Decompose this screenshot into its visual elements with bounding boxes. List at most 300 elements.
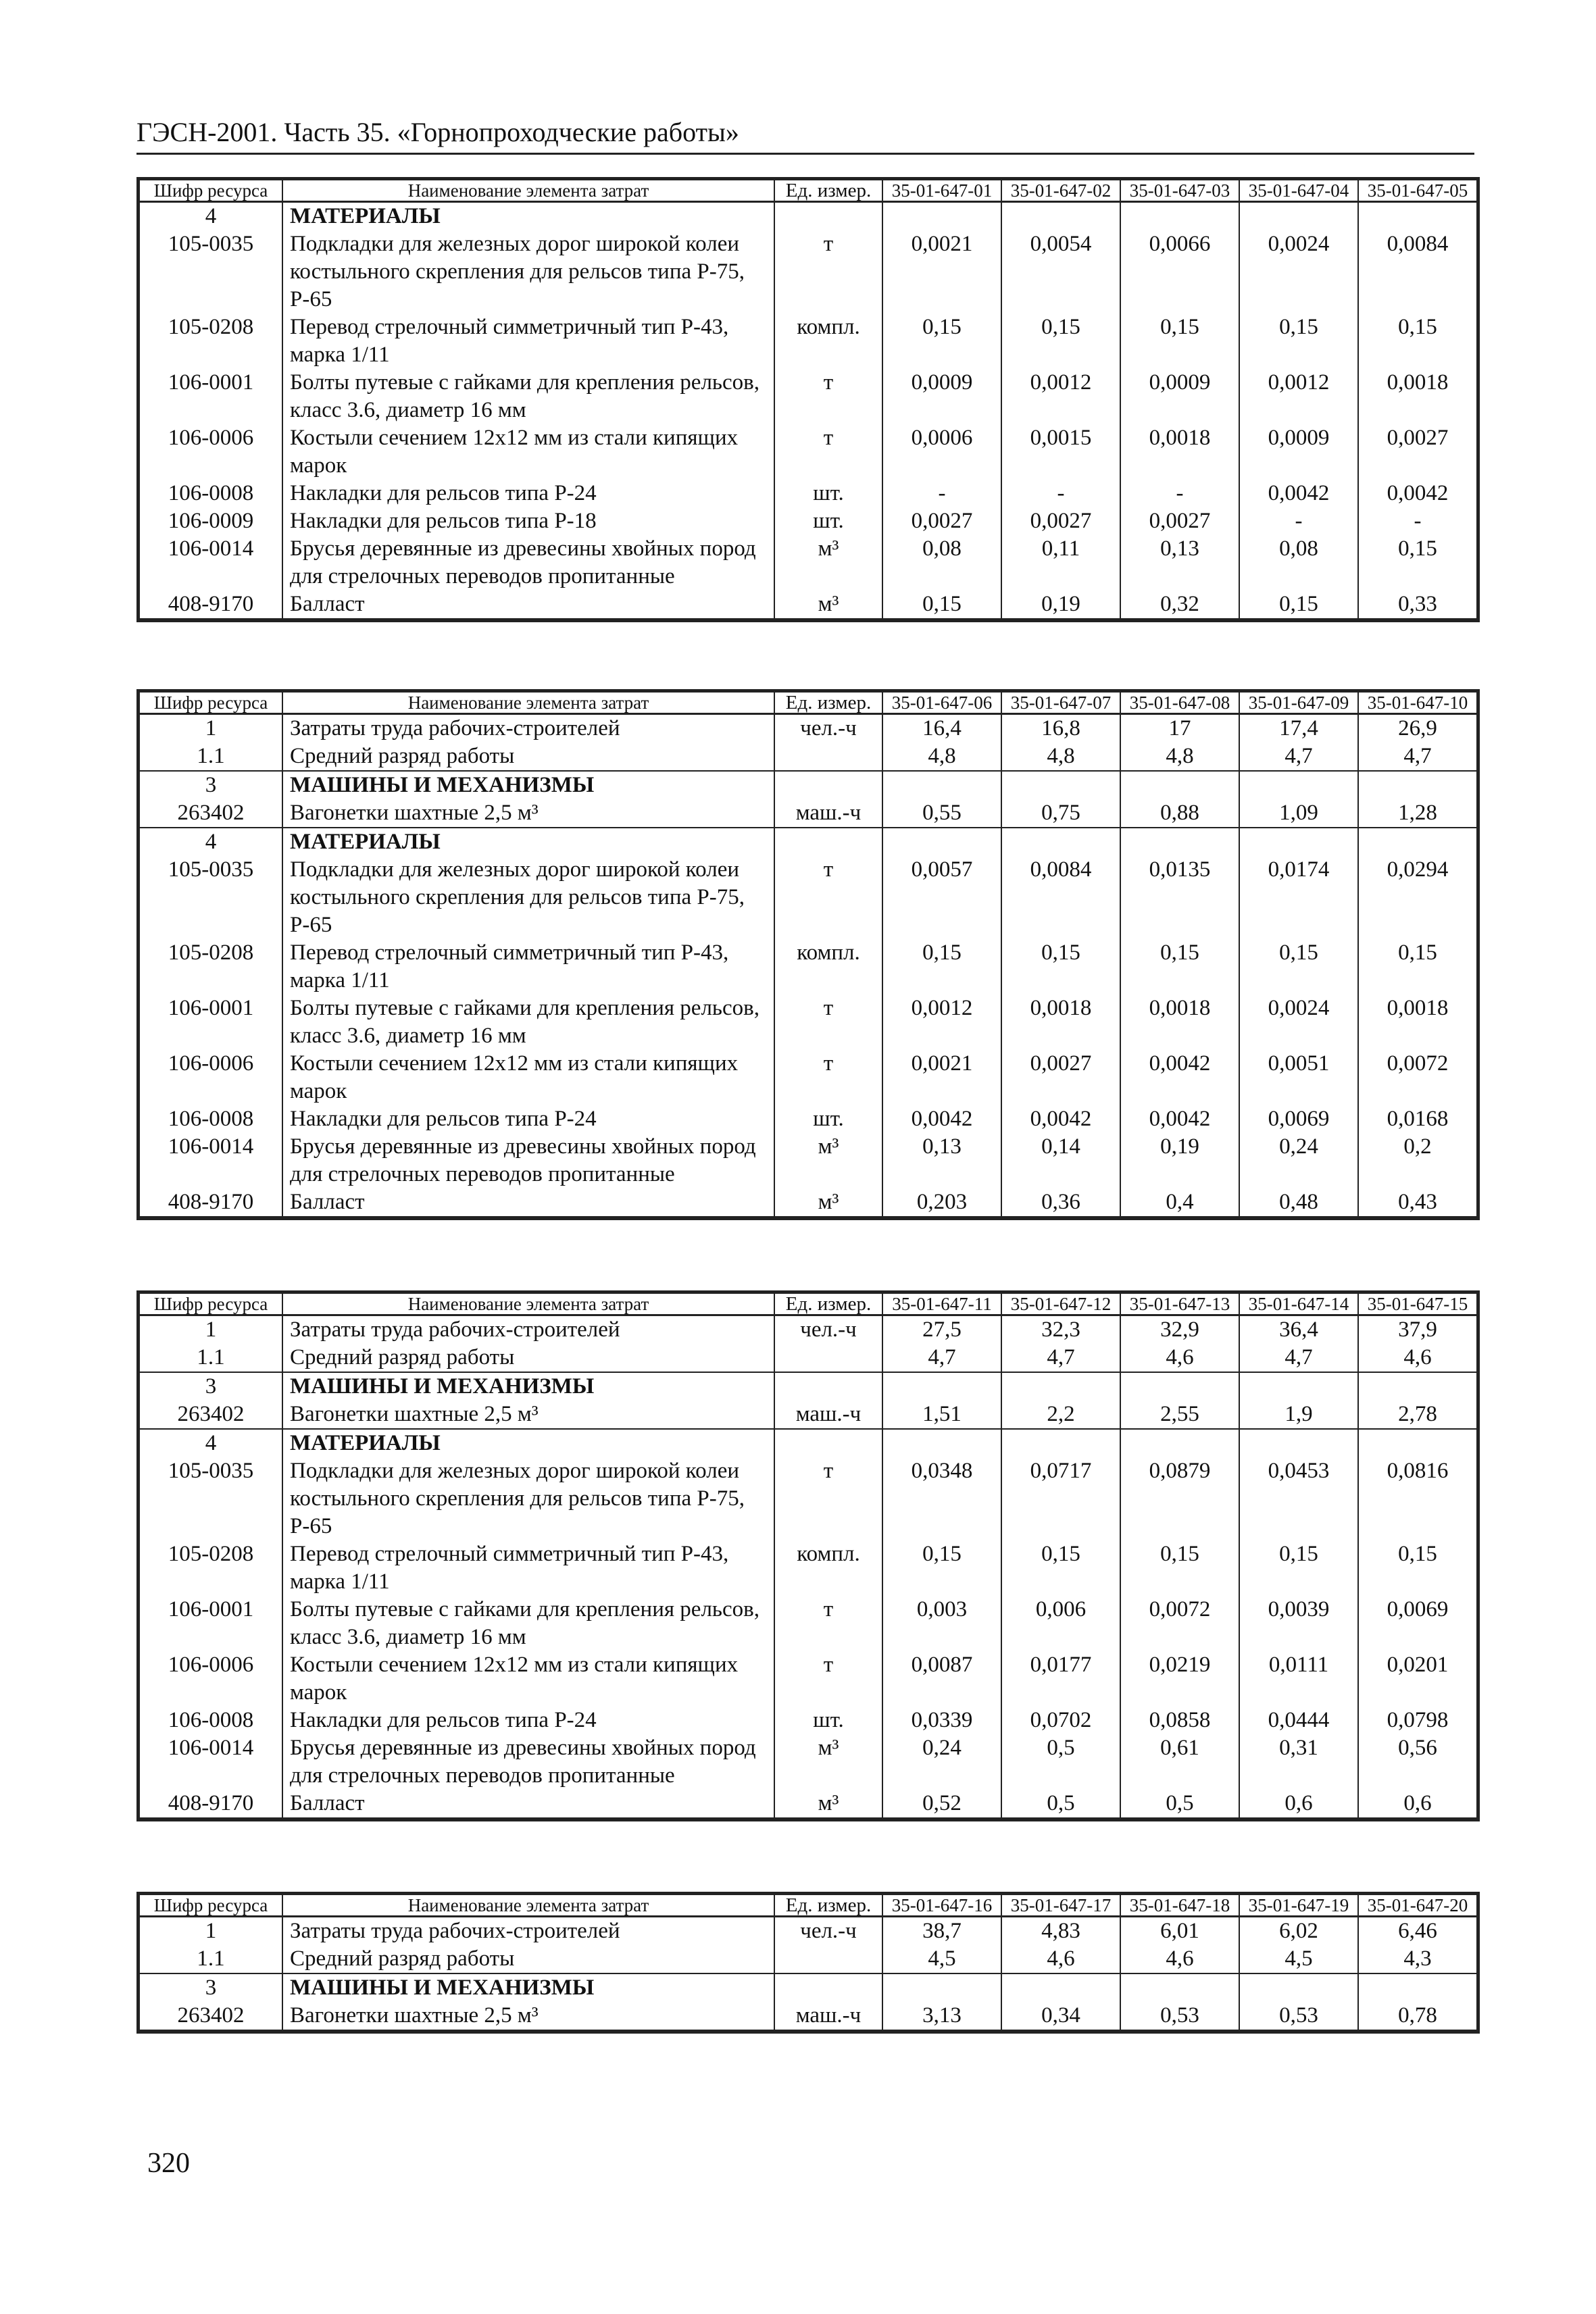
resource-value: 0,15 xyxy=(1239,590,1358,620)
resource-unit: шт. xyxy=(774,480,882,507)
resource-code: 1.1 xyxy=(139,743,282,771)
resource-value: - xyxy=(882,480,1001,507)
resource-name: Подкладки для железных дорог широкой колеи костыльного скрепления для рельсов типа Р-75, Р-65 xyxy=(282,1457,774,1540)
resource-unit: чел.-ч xyxy=(774,714,882,743)
resource-value: - xyxy=(1239,507,1358,535)
resource-value: 0,31 xyxy=(1239,1734,1358,1790)
table-row xyxy=(139,1540,1477,1596)
page-number: 320 xyxy=(147,2148,190,2179)
resource-unit xyxy=(774,1973,882,2002)
table-header-row xyxy=(139,180,1477,202)
resource-value xyxy=(882,771,1001,799)
resource-value: 0,0135 xyxy=(1120,856,1239,939)
resource-value: 0,15 xyxy=(1358,939,1477,995)
resource-code: 4 xyxy=(139,1429,282,1457)
resource-value: 0,0024 xyxy=(1239,995,1358,1050)
column-header-norm-code: 35-01-647-09 xyxy=(1239,692,1358,714)
resource-value: 0,0084 xyxy=(1001,856,1120,939)
resource-value: 0,0177 xyxy=(1001,1651,1120,1707)
column-header-norm-code: 35-01-647-17 xyxy=(1001,1894,1120,1917)
resource-value: 0,48 xyxy=(1239,1188,1358,1217)
resource-code: 106-0006 xyxy=(139,1050,282,1105)
resource-code: 408-9170 xyxy=(139,1790,282,1819)
resource-name: Балласт xyxy=(282,590,774,620)
resource-value: 0,0039 xyxy=(1239,1596,1358,1651)
resource-name: Болты путевые с гайками для крепления рельсов, класс 3.6, диаметр 16 мм xyxy=(282,995,774,1050)
resource-name: Брусья деревянные из древесины хвойных пород для стрелочных переводов пропитанные xyxy=(282,535,774,590)
table-row xyxy=(139,1105,1477,1133)
resource-value: 0,0339 xyxy=(882,1707,1001,1734)
resource-unit: шт. xyxy=(774,1707,882,1734)
resource-name: Затраты труда рабочих-строителей xyxy=(282,714,774,743)
resource-value: 0,0453 xyxy=(1239,1457,1358,1540)
resource-value xyxy=(1358,828,1477,856)
resource-code: 106-0009 xyxy=(139,507,282,535)
resource-value: 0,19 xyxy=(1120,1133,1239,1188)
section-heading: МАШИНЫ И МЕХАНИЗМЫ xyxy=(282,1973,774,2002)
resource-unit xyxy=(774,202,882,231)
resource-code: 106-0014 xyxy=(139,1734,282,1790)
table-row xyxy=(139,1790,1477,1819)
resource-value: 0,15 xyxy=(1001,313,1120,369)
resource-unit: м³ xyxy=(774,590,882,620)
resource-value: 0,15 xyxy=(882,590,1001,620)
column-header-norm-code: 35-01-647-14 xyxy=(1239,1293,1358,1315)
resource-value: 26,9 xyxy=(1358,714,1477,743)
resource-value: 0,0348 xyxy=(882,1457,1001,1540)
resource-name: Балласт xyxy=(282,1188,774,1217)
table-row xyxy=(139,313,1477,369)
resource-value: 0,0018 xyxy=(1358,369,1477,424)
resource-value: 0,15 xyxy=(1120,939,1239,995)
resource-code: 106-0014 xyxy=(139,1133,282,1188)
resource-value: 0,0027 xyxy=(1001,1050,1120,1105)
resource-value: 0,15 xyxy=(1239,939,1358,995)
resource-value: 4,8 xyxy=(882,743,1001,771)
resource-value: 38,7 xyxy=(882,1917,1001,1946)
resource-value: 0,0015 xyxy=(1001,424,1120,480)
resource-value: 0,0018 xyxy=(1120,995,1239,1050)
resource-name: Подкладки для железных дорог широкой колеи костыльного скрепления для рельсов типа Р-75, Р-65 xyxy=(282,230,774,313)
resource-code: 4 xyxy=(139,202,282,231)
resource-code: 1.1 xyxy=(139,1344,282,1372)
resource-value: 0,0072 xyxy=(1120,1596,1239,1651)
resource-table xyxy=(139,1894,1478,2032)
resource-table-1 xyxy=(136,177,1480,622)
resource-name: Костыли сечением 12х12 мм из стали кипящих марок xyxy=(282,424,774,480)
resource-value: - xyxy=(1358,507,1477,535)
resource-value: 0,0027 xyxy=(1358,424,1477,480)
resource-code: 4 xyxy=(139,828,282,856)
column-header-norm-code: 35-01-647-19 xyxy=(1239,1894,1358,1917)
resource-value: 0,0042 xyxy=(1120,1050,1239,1105)
resource-value: 0,15 xyxy=(1358,535,1477,590)
resource-value xyxy=(882,1372,1001,1401)
table-row xyxy=(139,1707,1477,1734)
resource-value: 0,13 xyxy=(1120,535,1239,590)
resource-value: 0,15 xyxy=(1001,939,1120,995)
resource-value xyxy=(1239,202,1358,231)
table-row xyxy=(139,856,1477,939)
resource-value: 4,8 xyxy=(1001,743,1120,771)
resource-code: 1 xyxy=(139,1315,282,1344)
resource-value: 0,53 xyxy=(1239,2002,1358,2031)
column-header-unit: Ед. измер. xyxy=(774,692,882,714)
resource-value xyxy=(1358,771,1477,799)
column-header-norm-code: 35-01-647-04 xyxy=(1239,180,1358,202)
resource-unit xyxy=(774,1945,882,1973)
resource-value xyxy=(1120,828,1239,856)
resource-unit: т xyxy=(774,1050,882,1105)
resource-value: 6,02 xyxy=(1239,1917,1358,1946)
resource-value xyxy=(1239,828,1358,856)
resource-code: 1 xyxy=(139,714,282,743)
resource-value: 0,0012 xyxy=(1239,369,1358,424)
table-row xyxy=(139,1734,1477,1790)
resource-value: 0,5 xyxy=(1120,1790,1239,1819)
resource-value: 0,0006 xyxy=(882,424,1001,480)
resource-value: 0,0084 xyxy=(1358,230,1477,313)
column-header-unit: Ед. измер. xyxy=(774,1293,882,1315)
column-header-norm-code: 35-01-647-13 xyxy=(1120,1293,1239,1315)
resource-value: 1,9 xyxy=(1239,1401,1358,1429)
table-row xyxy=(139,369,1477,424)
resource-value: 4,7 xyxy=(1001,1344,1120,1372)
resource-value: 0,14 xyxy=(1001,1133,1120,1188)
resource-name: Костыли сечением 12х12 мм из стали кипящих марок xyxy=(282,1651,774,1707)
resource-unit: шт. xyxy=(774,1105,882,1133)
resource-name: Средний разряд работы xyxy=(282,1344,774,1372)
resource-value: 0,55 xyxy=(882,799,1001,828)
column-header-norm-code: 35-01-647-18 xyxy=(1120,1894,1239,1917)
resource-value: 1,51 xyxy=(882,1401,1001,1429)
resource-value: 0,0012 xyxy=(1001,369,1120,424)
resource-value: 0,203 xyxy=(882,1188,1001,1217)
resource-code: 1 xyxy=(139,1917,282,1946)
resource-value: 2,2 xyxy=(1001,1401,1120,1429)
resource-value: 17,4 xyxy=(1239,714,1358,743)
resource-unit: компл. xyxy=(774,939,882,995)
resource-code: 106-0008 xyxy=(139,1707,282,1734)
resource-code: 3 xyxy=(139,1973,282,2002)
resource-unit: чел.-ч xyxy=(774,1917,882,1946)
table-row xyxy=(139,799,1477,828)
resource-value: 4,7 xyxy=(1239,743,1358,771)
resource-value xyxy=(1120,771,1239,799)
table-row xyxy=(139,1315,1477,1344)
resource-value: 0,15 xyxy=(1239,1540,1358,1596)
section-heading: МАТЕРИАЛЫ xyxy=(282,828,774,856)
resource-unit: т xyxy=(774,230,882,313)
resource-value: 0,0879 xyxy=(1120,1457,1239,1540)
resource-name: Подкладки для железных дорог широкой колеи костыльного скрепления для рельсов типа Р-75, Р-65 xyxy=(282,856,774,939)
resource-value: 27,5 xyxy=(882,1315,1001,1344)
page-header: ГЭСН-2001. Часть 35. «Горнопроходческие работы» xyxy=(136,116,1474,155)
resource-value xyxy=(1120,1973,1239,2002)
resource-value: 0,0027 xyxy=(1001,507,1120,535)
resource-unit xyxy=(774,743,882,771)
resource-unit xyxy=(774,771,882,799)
resource-value: 0,5 xyxy=(1001,1734,1120,1790)
resource-value: 2,78 xyxy=(1358,1401,1477,1429)
resource-value: 0,15 xyxy=(1120,1540,1239,1596)
resource-value: 0,0042 xyxy=(882,1105,1001,1133)
resource-value xyxy=(1239,1973,1358,2002)
resource-value: 0,0201 xyxy=(1358,1651,1477,1707)
resource-name: Затраты труда рабочих-строителей xyxy=(282,1917,774,1946)
resource-name: Накладки для рельсов типа Р-18 xyxy=(282,507,774,535)
resource-value: 0,75 xyxy=(1001,799,1120,828)
resource-name: Средний разряд работы xyxy=(282,1945,774,1973)
resource-value: 0,6 xyxy=(1358,1790,1477,1819)
resource-table-4 xyxy=(136,1892,1480,2034)
column-header-norm-code: 35-01-647-03 xyxy=(1120,180,1239,202)
resource-value xyxy=(1239,1429,1358,1457)
resource-value: 0,0042 xyxy=(1239,480,1358,507)
resource-code: 3 xyxy=(139,1372,282,1401)
resource-name: Болты путевые с гайками для крепления рельсов, класс 3.6, диаметр 16 мм xyxy=(282,1596,774,1651)
column-header-code: Шифр ресурса xyxy=(139,1894,282,1917)
section-heading-row xyxy=(139,1372,1477,1401)
column-header-norm-code: 35-01-647-05 xyxy=(1358,180,1477,202)
resource-value: 3,13 xyxy=(882,2002,1001,2031)
resource-value: 0,0012 xyxy=(882,995,1001,1050)
column-header-code: Шифр ресурса xyxy=(139,692,282,714)
resource-value: 0,33 xyxy=(1358,590,1477,620)
resource-unit: т xyxy=(774,1457,882,1540)
resource-name: Затраты труда рабочих-строителей xyxy=(282,1315,774,1344)
table-row xyxy=(139,230,1477,313)
resource-value: 0,0009 xyxy=(882,369,1001,424)
resource-value: 0,0072 xyxy=(1358,1050,1477,1105)
resource-name: Вагонетки шахтные 2,5 м³ xyxy=(282,1401,774,1429)
resource-unit: шт. xyxy=(774,507,882,535)
resource-value: 4,6 xyxy=(1358,1344,1477,1372)
section-heading-row xyxy=(139,202,1477,231)
resource-value: 0,24 xyxy=(882,1734,1001,1790)
table-row xyxy=(139,939,1477,995)
resource-value: 0,0027 xyxy=(1120,507,1239,535)
resource-value xyxy=(882,1429,1001,1457)
resource-name: Средний разряд работы xyxy=(282,743,774,771)
resource-value xyxy=(1001,1429,1120,1457)
resource-unit: м³ xyxy=(774,1734,882,1790)
column-header-norm-code: 35-01-647-16 xyxy=(882,1894,1001,1917)
resource-value: 37,9 xyxy=(1358,1315,1477,1344)
resource-unit: т xyxy=(774,369,882,424)
resource-value: 0,15 xyxy=(1358,313,1477,369)
table-row xyxy=(139,424,1477,480)
resource-value: 0,0018 xyxy=(1358,995,1477,1050)
resource-value: 1,28 xyxy=(1358,799,1477,828)
resource-value: 0,0018 xyxy=(1001,995,1120,1050)
resource-unit: т xyxy=(774,995,882,1050)
resource-value: 36,4 xyxy=(1239,1315,1358,1344)
resource-value: 32,3 xyxy=(1001,1315,1120,1344)
resource-name: Перевод стрелочный симметричный тип Р-43, марка 1/11 xyxy=(282,313,774,369)
resource-value: - xyxy=(1120,480,1239,507)
resource-value xyxy=(882,202,1001,231)
column-header-norm-code: 35-01-647-20 xyxy=(1358,1894,1477,1917)
resource-value: 0,006 xyxy=(1001,1596,1120,1651)
section-heading: МАТЕРИАЛЫ xyxy=(282,202,774,231)
resource-value: 0,003 xyxy=(882,1596,1001,1651)
resource-code: 408-9170 xyxy=(139,1188,282,1217)
resource-value: 1,09 xyxy=(1239,799,1358,828)
table-row xyxy=(139,507,1477,535)
column-header-unit: Ед. измер. xyxy=(774,180,882,202)
resource-value: 0,6 xyxy=(1239,1790,1358,1819)
resource-unit xyxy=(774,828,882,856)
resource-code: 105-0208 xyxy=(139,313,282,369)
table-row xyxy=(139,1596,1477,1651)
resource-value: 4,7 xyxy=(1239,1344,1358,1372)
resource-value: 0,0798 xyxy=(1358,1707,1477,1734)
resource-value: 0,0168 xyxy=(1358,1105,1477,1133)
resource-unit: т xyxy=(774,1596,882,1651)
resource-value: 0,0057 xyxy=(882,856,1001,939)
section-heading-row xyxy=(139,1429,1477,1457)
resource-code: 105-0208 xyxy=(139,939,282,995)
table-row xyxy=(139,1050,1477,1105)
resource-value: 0,0024 xyxy=(1239,230,1358,313)
table-row xyxy=(139,1945,1477,1973)
resource-value xyxy=(1239,771,1358,799)
resource-value: 0,0021 xyxy=(882,1050,1001,1105)
resource-code: 408-9170 xyxy=(139,590,282,620)
resource-value: 2,55 xyxy=(1120,1401,1239,1429)
resource-value: 32,9 xyxy=(1120,1315,1239,1344)
column-header-norm-code: 35-01-647-07 xyxy=(1001,692,1120,714)
resource-value: 0,0702 xyxy=(1001,1707,1120,1734)
resource-name: Перевод стрелочный симметричный тип Р-43, марка 1/11 xyxy=(282,1540,774,1596)
resource-code: 105-0208 xyxy=(139,1540,282,1596)
section-heading-row xyxy=(139,1973,1477,2002)
resource-code: 105-0035 xyxy=(139,856,282,939)
resource-value: 0,08 xyxy=(1239,535,1358,590)
table-row xyxy=(139,743,1477,771)
resource-unit: м³ xyxy=(774,1790,882,1819)
section-heading: МАШИНЫ И МЕХАНИЗМЫ xyxy=(282,771,774,799)
resource-value: 0,0816 xyxy=(1358,1457,1477,1540)
resource-value: 0,5 xyxy=(1001,1790,1120,1819)
resource-table xyxy=(139,1292,1478,1819)
resource-value xyxy=(1001,771,1120,799)
resource-value: 0,15 xyxy=(882,1540,1001,1596)
resource-value: 0,0054 xyxy=(1001,230,1120,313)
resource-value xyxy=(1358,202,1477,231)
table-row xyxy=(139,1917,1477,1946)
resource-unit: компл. xyxy=(774,313,882,369)
resource-name: Брусья деревянные из древесины хвойных пород для стрелочных переводов пропитанные xyxy=(282,1133,774,1188)
resource-value: 0,15 xyxy=(882,313,1001,369)
resource-name: Костыли сечением 12х12 мм из стали кипящих марок xyxy=(282,1050,774,1105)
resource-value: 0,0009 xyxy=(1239,424,1358,480)
column-header-norm-code: 35-01-647-10 xyxy=(1358,692,1477,714)
resource-value: 0,0018 xyxy=(1120,424,1239,480)
resource-value xyxy=(1001,202,1120,231)
resource-value: 4,6 xyxy=(1120,1344,1239,1372)
resource-value: 0,0219 xyxy=(1120,1651,1239,1707)
resource-value: 4,83 xyxy=(1001,1917,1120,1946)
resource-value: 0,15 xyxy=(1239,313,1358,369)
resource-code: 106-0006 xyxy=(139,424,282,480)
resource-value: 0,0042 xyxy=(1120,1105,1239,1133)
table-header-row xyxy=(139,692,1477,714)
resource-value: 4,7 xyxy=(1358,743,1477,771)
resource-unit xyxy=(774,1372,882,1401)
column-header-norm-code: 35-01-647-08 xyxy=(1120,692,1239,714)
column-header-name: Наименование элемента затрат xyxy=(282,180,774,202)
resource-value: 4,6 xyxy=(1001,1945,1120,1973)
resource-value: 0,0069 xyxy=(1358,1596,1477,1651)
resource-value: 0,34 xyxy=(1001,2002,1120,2031)
column-header-name: Наименование элемента затрат xyxy=(282,1894,774,1917)
resource-value xyxy=(1358,1429,1477,1457)
resource-unit xyxy=(774,1344,882,1372)
resource-value: 0,0069 xyxy=(1239,1105,1358,1133)
table-row xyxy=(139,1401,1477,1429)
resource-value: 0,0444 xyxy=(1239,1707,1358,1734)
table-row xyxy=(139,1188,1477,1217)
table-row xyxy=(139,995,1477,1050)
table-row xyxy=(139,1344,1477,1372)
resource-value: 0,19 xyxy=(1001,590,1120,620)
resource-unit: т xyxy=(774,856,882,939)
resource-name: Балласт xyxy=(282,1790,774,1819)
resource-code: 263402 xyxy=(139,1401,282,1429)
resource-value: 0,0087 xyxy=(882,1651,1001,1707)
resource-value: 0,0009 xyxy=(1120,369,1239,424)
resource-code: 106-0008 xyxy=(139,480,282,507)
table-row xyxy=(139,535,1477,590)
column-header-name: Наименование элемента затрат xyxy=(282,692,774,714)
resource-value: 0,0111 xyxy=(1239,1651,1358,1707)
resource-unit: м³ xyxy=(774,1133,882,1188)
resource-code: 105-0035 xyxy=(139,1457,282,1540)
resource-value: 0,61 xyxy=(1120,1734,1239,1790)
resource-code: 106-0001 xyxy=(139,1596,282,1651)
resource-value: 0,13 xyxy=(882,1133,1001,1188)
resource-value xyxy=(1358,1973,1477,2002)
table-row xyxy=(139,714,1477,743)
column-header-unit: Ед. измер. xyxy=(774,1894,882,1917)
resource-value xyxy=(1120,1429,1239,1457)
resource-unit: чел.-ч xyxy=(774,1315,882,1344)
resource-table xyxy=(139,179,1478,620)
resource-value: 4,3 xyxy=(1358,1945,1477,1973)
column-header-norm-code: 35-01-647-12 xyxy=(1001,1293,1120,1315)
resource-value xyxy=(1120,202,1239,231)
column-header-norm-code: 35-01-647-01 xyxy=(882,180,1001,202)
resource-code: 106-0014 xyxy=(139,535,282,590)
resource-value: 0,08 xyxy=(882,535,1001,590)
resource-value xyxy=(1001,828,1120,856)
resource-name: Накладки для рельсов типа Р-24 xyxy=(282,1105,774,1133)
resource-value: 0,0027 xyxy=(882,507,1001,535)
resource-unit: т xyxy=(774,424,882,480)
resource-value: 0,52 xyxy=(882,1790,1001,1819)
resource-code: 106-0001 xyxy=(139,369,282,424)
resource-value: 0,0858 xyxy=(1120,1707,1239,1734)
resource-code: 105-0035 xyxy=(139,230,282,313)
resource-value: 6,01 xyxy=(1120,1917,1239,1946)
resource-unit: м³ xyxy=(774,1188,882,1217)
resource-value: 4,6 xyxy=(1120,1945,1239,1973)
resource-value xyxy=(1001,1372,1120,1401)
resource-value: 0,2 xyxy=(1358,1133,1477,1188)
resource-value: 0,15 xyxy=(1120,313,1239,369)
